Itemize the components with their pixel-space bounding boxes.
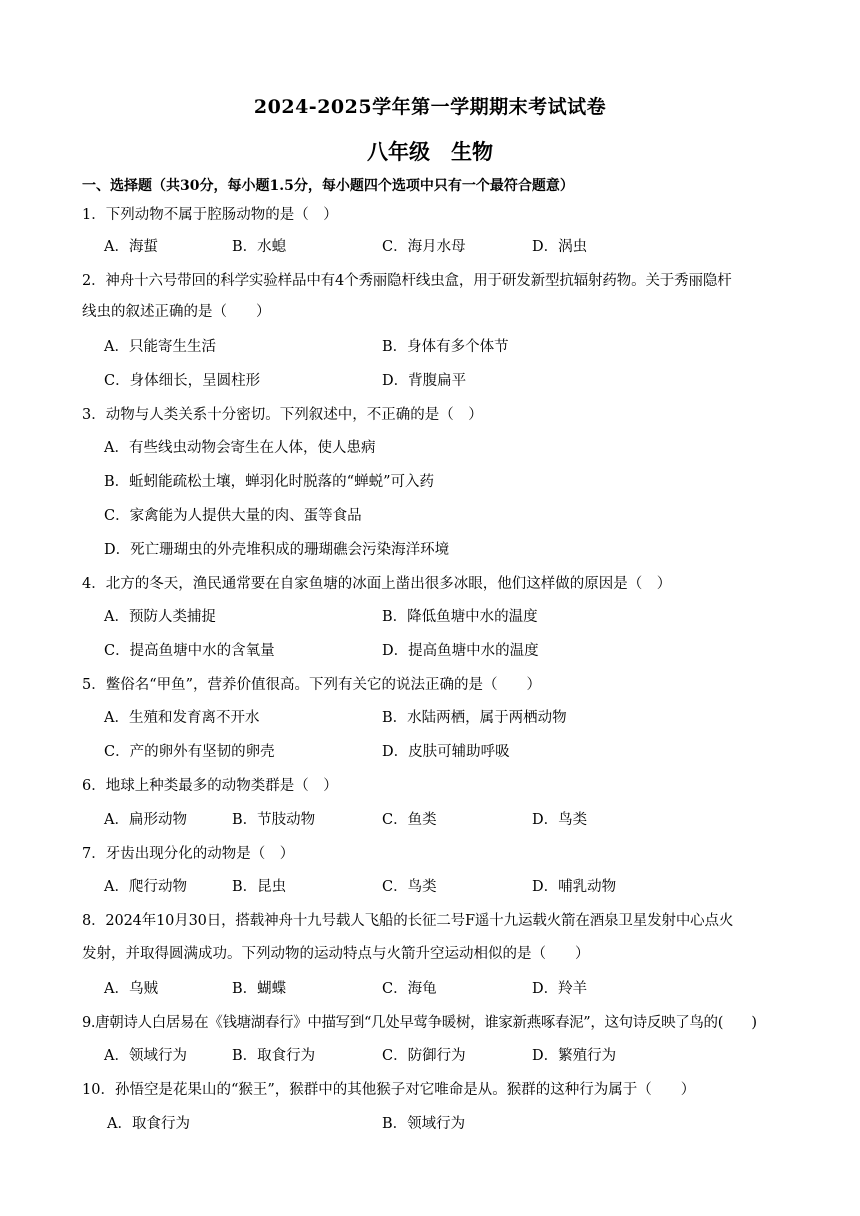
exam-subtitle: 八年级 生物 [367, 139, 493, 164]
question-1-option-a: A．海蜇 [104, 239, 158, 255]
exam-title: 2024-2025学年第一学期期末考试试卷 [253, 96, 607, 118]
question-9-option-b: B．取食行为 [232, 1048, 316, 1064]
question-7-option-d: D．哺乳动物 [532, 879, 617, 895]
question-3-option-b: B．蚯蚓能疏松土壤，蝉羽化时脱落的“蝉蜕”可入药 [104, 474, 434, 490]
question-8-option-a: A．乌贼 [104, 981, 158, 997]
question-10-option-a: A．取食行为 [107, 1116, 190, 1132]
question-2-option-d: D．背腹扁平 [382, 373, 467, 389]
question-3-text: 3．动物与人类关系十分密切。下列叙述中，不正确的是（ ） [82, 407, 483, 423]
question-8-text-line-1: 8．2024年10月30日，搭载神舟十九号载人飞船的长征二号F遥十九运载火箭在酒泉卫星发射中心点火 [82, 913, 734, 929]
question-2-option-b: B．身体有多个体节 [382, 339, 509, 355]
question-5-text: 5．鳖俗名“甲鱼”，营养价值很高。下列有关它的说法正确的是（ ） [82, 677, 542, 693]
question-7-text: 7．牙齿出现分化的动物是（ ） [82, 846, 295, 862]
question-7-option-c: C．鸟类 [382, 879, 437, 895]
question-6-option-d: D．鸟类 [532, 812, 588, 828]
question-8-option-b: B．蝴蝶 [232, 981, 287, 997]
question-5-option-d: D．皮肤可辅助呼吸 [382, 744, 510, 760]
question-3-option-c: C．家禽能为人提供大量的肉、蛋等食品 [104, 508, 362, 524]
question-4-option-d: D．提高鱼塘中水的温度 [382, 643, 539, 659]
question-9-option-d: D．繁殖行为 [532, 1048, 617, 1064]
question-9-option-a: A．领域行为 [104, 1048, 187, 1064]
question-5-option-a: A．生殖和发育离不开水 [104, 710, 260, 726]
question-6-option-a: A．扁形动物 [104, 812, 187, 828]
question-6-option-c: C．鱼类 [382, 812, 437, 828]
question-9-text: 9.唐朝诗人白居易在《钱塘湖春行》中描写到“几处早莺争暖树，谁家新燕啄春泥”，这句诗反映了鸟的( ) [82, 1015, 757, 1031]
question-3-option-a: A．有些线虫动物会寄生在人体，使人患病 [104, 440, 376, 456]
question-5-option-b: B．水陆两栖，属于两栖动物 [382, 710, 567, 726]
question-6-option-b: B．节肢动物 [232, 812, 316, 828]
question-1-option-d: D．涡虫 [532, 239, 588, 255]
question-4-option-a: A．预防人类捕捉 [104, 609, 216, 625]
question-2-text-line-2: 线虫的叙述正确的是（ ） [82, 304, 271, 320]
question-9-option-c: C．防御行为 [382, 1048, 466, 1064]
question-2-option-c: C．身体细长，呈圆柱形 [104, 373, 261, 389]
section-heading: 一、选择题（共30分，每小题1.5分，每小题四个选项中只有一个最符合题意） [82, 178, 574, 194]
question-10-text: 10．孙悟空是花果山的“猴王”，猴群中的其他猴子对它唯命是从。猴群的这种行为属于（ ） [82, 1082, 696, 1098]
question-10-option-b: B．领域行为 [382, 1116, 466, 1132]
question-2-text-line-1: 2．神舟十六号带回的科学实验样品中有4个秀丽隐杆线虫盒，用于研发新型抗辐射药物。关于秀丽隐杆 [82, 273, 732, 289]
question-1-option-b: B．水螅 [232, 239, 287, 255]
question-4-option-c: C．提高鱼塘中水的含氧量 [104, 643, 275, 659]
question-2-option-a: A．只能寄生生活 [104, 339, 216, 355]
question-6-text: 6．地球上种类最多的动物类群是（ ） [82, 778, 338, 794]
question-4-option-b: B．降低鱼塘中水的温度 [382, 609, 538, 625]
question-8-text-line-2: 发射，并取得圆满成功。下列动物的运动特点与火箭升空运动相似的是（ ） [82, 946, 590, 962]
question-7-option-b: B．昆虫 [232, 879, 287, 895]
question-8-option-c: C．海龟 [382, 981, 437, 997]
question-1-option-c: C．海月水母 [382, 239, 466, 255]
question-3-option-d: D．死亡珊瑚虫的外壳堆积成的珊瑚礁会污染海洋环境 [104, 542, 450, 558]
question-5-option-c: C．产的卵外有坚韧的卵壳 [104, 744, 275, 760]
question-7-option-a: A．爬行动物 [104, 879, 187, 895]
question-4-text: 4．北方的冬天，渔民通常要在自家鱼塘的冰面上凿出很多冰眼，他们这样做的原因是（ ） [82, 576, 672, 592]
question-1-text: 1．下列动物不属于腔肠动物的是（ ） [82, 207, 338, 223]
question-8-option-d: D．羚羊 [532, 981, 588, 997]
